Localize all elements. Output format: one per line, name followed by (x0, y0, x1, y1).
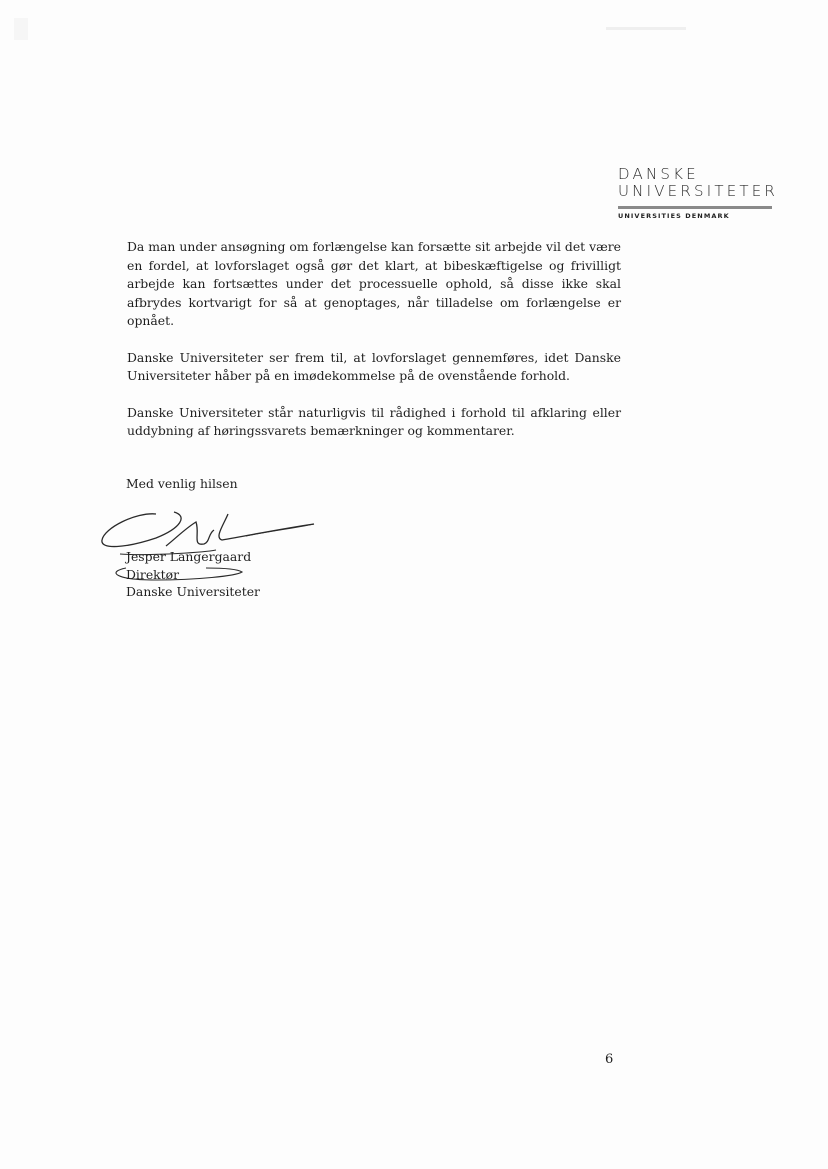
signature-block (126, 548, 260, 601)
logo-line-danske: DANSKE (618, 165, 699, 183)
letter-body (127, 238, 621, 459)
signatory-title: Direktør (126, 566, 180, 582)
danske-universiteter-logo (618, 165, 779, 220)
scan-artifact (14, 18, 28, 40)
closing-greeting: Med venlig hilsen (126, 476, 238, 491)
paragraph-availability: Danske Universiteter står naturligvis til rådighed i forhold til afklaring eller uddybning af høringssvarets bemærkninger og kommentarer. (127, 404, 621, 438)
page-number: 6 (605, 1052, 614, 1067)
logo-line-universiteter: UNIVERSITETER (618, 182, 779, 200)
paragraph-implementation: Danske Universiteter ser frem til, at lovforslaget gennemføres, idet Danske Universiteter håber på en imødekommelse på de ovenstående forhold. (127, 349, 621, 383)
signatory-name: Jesper Langergaard (126, 549, 252, 564)
scan-artifact (606, 27, 686, 30)
logo-subtitle: UNIVERSITIES DENMARK (618, 212, 730, 220)
signatory-organization: Danske Universiteter (126, 584, 260, 599)
paragraph-extension: Da man under ansøgning om forlængelse kan forsætte sit arbejde vil det være en fordel, at lovforslaget også gør det klart, at bibeskæftigelse og frivilligt arbejde kan fortsættes under det processuelle ophold, så disse ikke skal afbrydes kortvarigt for så at genoptages, når tilladelse om forlængelse er opnået. (127, 239, 621, 328)
logo-divider (618, 206, 772, 209)
